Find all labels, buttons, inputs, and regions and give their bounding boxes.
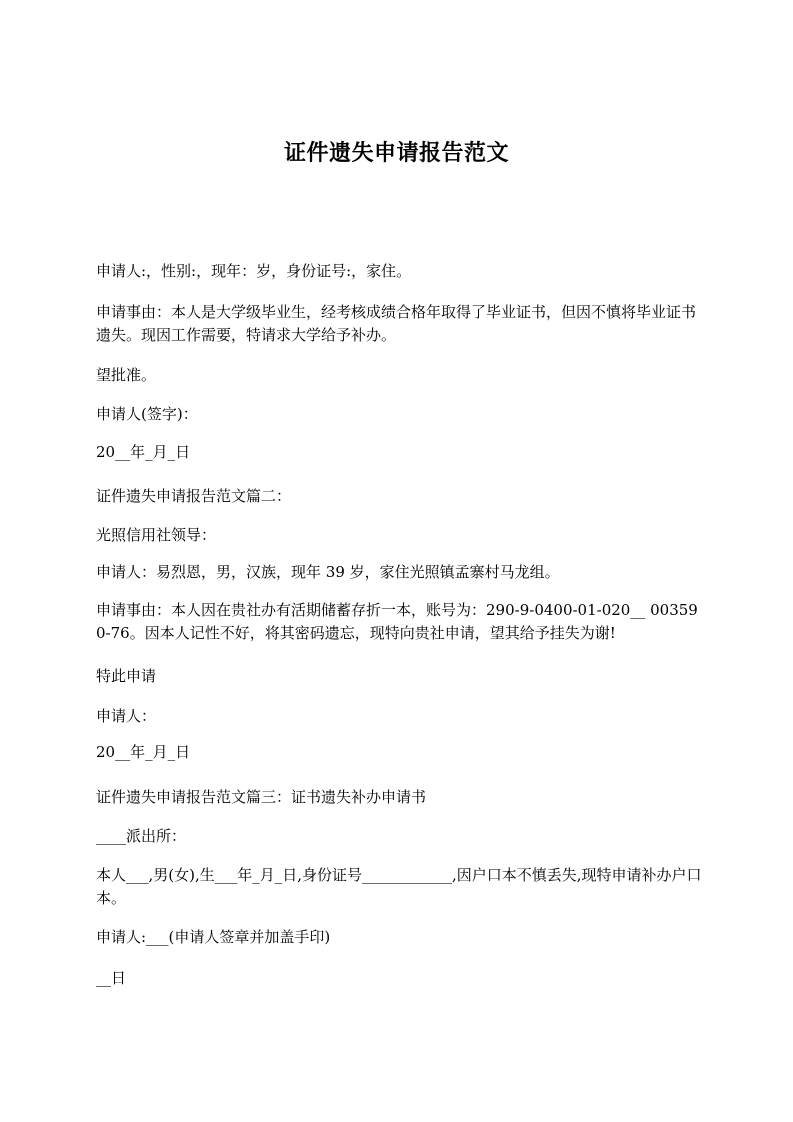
day-line: __日 [96,969,127,987]
addressee-line: 光照信用社领导： [96,526,217,544]
application-reason-paragraph: 申请事由：本人是大学级毕业生，经考核成绩合格年取得了毕业证书，但因不慎将毕业证书遗失。现因工作需要，特请求大学给予补办。 [96,303,697,344]
applicant-seal-line: 申请人:___(申请人签章并加盖手印) [96,928,331,946]
section-heading-part-two: 证件遗失申请报告范文篇二： [96,487,292,505]
section-heading-part-three: 证件遗失申请报告范文篇三：证书遗失补办申请书 [96,788,427,806]
approval-request-line: 望批准。 [96,366,157,384]
date-line: 20__年_月_日 [96,443,191,461]
household-register-paragraph: 本人___,男(女),生___年_月_日,身份证号____________,因户口本不慎丢失,现特申请补办户口本。 [96,866,702,907]
account-reason-paragraph: 申请事由：本人因在贵社办有活期储蓄存折一本，账号为：290-9-0400-01-020__ 003590-76。因本人记性不好，将其密码遗忘，现特向贵社申请，望其给予挂失为谢! [96,601,698,642]
police-station-line: ____派出所： [96,827,187,845]
applicant-signature-line: 申请人(签字)： [96,405,198,423]
closing-line: 特此申请 [96,667,157,685]
date-line: 20__年_月_日 [96,743,191,761]
applicant-info-line: 申请人:，性别:，现年：岁，身份证号:，家住。 [96,262,412,280]
applicant-line: 申请人： [96,707,157,725]
document-title: 证件遗失申请报告范文 [283,141,509,166]
applicant-details-line: 申请人：易烈恩，男，汉族，现年 39 岁，家住光照镇孟寨村马龙组。 [96,563,560,581]
